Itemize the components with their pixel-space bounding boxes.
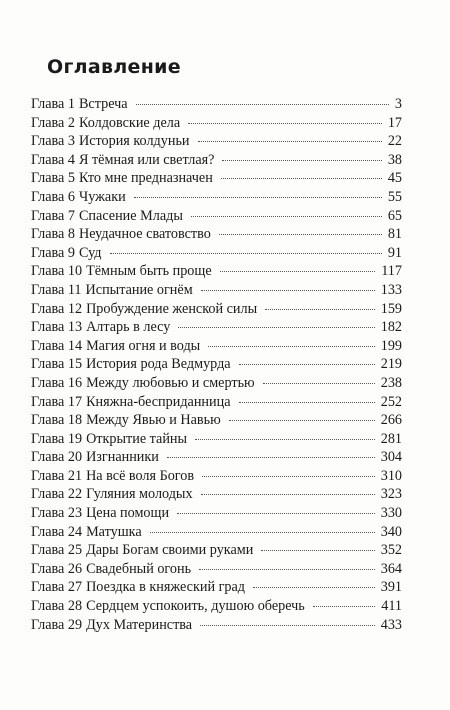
page-number: 182: [380, 319, 402, 336]
toc-entry: [31, 578, 402, 597]
dot-leader: [220, 271, 376, 272]
toc-entry: [31, 188, 402, 207]
chapter-title: Дары Богам своими руками: [86, 542, 254, 559]
dot-leader: [200, 625, 375, 626]
dot-leader: [201, 494, 375, 495]
page-number: 133: [380, 281, 402, 298]
dot-leader: [167, 457, 375, 458]
dot-leader: [239, 402, 375, 403]
page-number: 252: [380, 393, 402, 410]
page-number: 391: [380, 579, 402, 596]
dot-leader: [110, 253, 382, 254]
toc-entry-chapter: [31, 616, 192, 635]
toc-entry-chapter: [31, 578, 245, 597]
chapter-number: Глава 10: [31, 263, 83, 280]
chapter-title: Встреча: [78, 96, 128, 112]
chapter-title: Неудачное сватовство: [78, 226, 211, 243]
toc-entry: [31, 355, 402, 374]
chapter-title: Между Явью и Навью: [86, 412, 221, 429]
toc-entry: [31, 225, 402, 244]
page-number: 17: [387, 114, 402, 131]
toc-entry-chapter: [31, 114, 180, 133]
toc-entry-chapter: [31, 560, 191, 579]
chapter-number: Глава 16: [31, 374, 83, 391]
chapter-number: Глава 19: [31, 430, 83, 447]
toc-entry: [31, 504, 402, 523]
toc-entry-chapter: [31, 523, 142, 542]
toc-entry: [31, 374, 402, 393]
page-number: 55: [387, 188, 402, 205]
page-number: 310: [380, 467, 402, 484]
dot-leader: [221, 178, 382, 179]
dot-leader: [134, 197, 382, 198]
dot-leader: [188, 123, 382, 124]
chapter-number: Глава 28: [31, 598, 83, 615]
toc-entry-chapter: [31, 448, 159, 467]
chapter-title: На всё воля Богов: [86, 467, 195, 484]
page-number: 159: [380, 300, 402, 317]
chapter-title: Между любовью и смертью: [86, 374, 255, 391]
toc-heading: Оглавление: [47, 56, 181, 78]
toc-entry: [31, 337, 402, 356]
toc-entry-chapter: [31, 374, 255, 393]
chapter-title: Испытание огнём: [85, 281, 193, 298]
toc-entry-chapter: [31, 281, 193, 300]
toc-entry-chapter: [31, 207, 183, 226]
dot-leader: [219, 234, 382, 235]
chapter-number: Глава 21: [31, 467, 83, 484]
page-number: 117: [381, 263, 402, 280]
chapter-title: Спасение Млады: [78, 207, 183, 224]
dot-leader: [195, 439, 375, 440]
toc-entry-chapter: [31, 244, 102, 263]
toc-entry-chapter: [31, 504, 169, 523]
toc-entry-chapter: [31, 393, 231, 412]
chapter-number: Глава 15: [31, 356, 83, 373]
dot-leader: [191, 216, 382, 217]
toc-entry-chapter: [31, 467, 194, 486]
chapter-title: Колдовские дела: [78, 114, 181, 131]
chapter-number: Глава 26: [31, 560, 83, 577]
chapter-title: Цена помощи: [86, 505, 170, 522]
toc-entry: [31, 169, 402, 188]
chapter-title: Поездка в княжеский град: [86, 579, 246, 596]
page-number: 352: [380, 542, 402, 559]
toc-entry: [31, 467, 402, 486]
page-number: 3: [394, 96, 402, 112]
toc-entry: [31, 597, 402, 616]
dot-leader: [136, 104, 389, 105]
page-number: 304: [380, 449, 402, 466]
chapter-number: Глава 2: [31, 114, 75, 131]
dot-leader: [199, 569, 375, 570]
chapter-title: Пробуждение женской силы: [86, 300, 258, 317]
chapter-title: Княжна-бесприданница: [86, 393, 231, 410]
page-number: 22: [387, 133, 402, 150]
page-number: 45: [387, 170, 402, 187]
dot-leader: [178, 327, 374, 328]
toc-entry-chapter: [31, 188, 126, 207]
toc-entry-chapter: [31, 485, 193, 504]
toc-entry-chapter: [31, 318, 170, 337]
chapter-number: Глава 4: [31, 151, 75, 168]
chapter-title: Магия огня и воды: [86, 337, 201, 354]
toc-entry: [31, 151, 402, 170]
chapter-number: Глава 20: [31, 449, 83, 466]
chapter-number: Глава 5: [31, 170, 75, 187]
toc-entry: [31, 448, 402, 467]
toc-entry-chapter: [31, 225, 211, 244]
chapter-number: Глава 14: [31, 337, 83, 354]
chapter-number: Глава 1: [31, 96, 75, 112]
chapter-title: Свадебный огонь: [86, 560, 192, 577]
chapter-number: Глава 29: [31, 616, 83, 633]
dot-leader: [201, 290, 375, 291]
toc-entry-chapter: [31, 151, 214, 170]
toc-entry: [31, 262, 402, 281]
chapter-title: Изгнанники: [86, 449, 159, 466]
toc-entry: [31, 132, 402, 151]
chapter-number: Глава 27: [31, 579, 83, 596]
toc-entry: [31, 541, 402, 560]
page-number: 411: [381, 598, 402, 615]
page-number: 281: [380, 430, 402, 447]
chapter-number: Глава 17: [31, 393, 83, 410]
page-number: 81: [387, 226, 402, 243]
dot-leader: [239, 364, 375, 365]
toc-entry-chapter: [31, 541, 253, 560]
chapter-number: Глава 7: [31, 207, 75, 224]
toc-entry: [31, 411, 402, 430]
toc-list: [31, 95, 402, 634]
page-number: 433: [380, 616, 402, 633]
chapter-number: Глава 3: [31, 133, 75, 150]
toc-entry-chapter: [31, 337, 200, 356]
toc-entry-chapter: [31, 95, 128, 114]
chapter-number: Глава 11: [31, 281, 82, 298]
toc-entry: [31, 300, 402, 319]
page-number: 199: [380, 337, 402, 354]
toc-entry-chapter: [31, 430, 187, 449]
dot-leader: [208, 346, 375, 347]
chapter-title: Суд: [78, 244, 102, 261]
dot-leader: [261, 550, 374, 551]
chapter-number: Глава 13: [31, 319, 83, 336]
toc-entry-chapter: [31, 411, 221, 430]
page-number: 91: [387, 244, 402, 261]
chapter-title: Открытие тайны: [86, 430, 188, 447]
toc-entry: [31, 95, 402, 114]
toc-entry-chapter: [31, 262, 212, 281]
toc-entry: [31, 560, 402, 579]
dot-leader: [222, 160, 381, 161]
dot-leader: [253, 587, 375, 588]
page-number: 340: [380, 523, 402, 540]
chapter-title: Я тёмная или светлая?: [78, 151, 215, 168]
page-number: 219: [380, 356, 402, 373]
toc-entry: [31, 523, 402, 542]
toc-entry: [31, 616, 402, 635]
page-number: 330: [380, 505, 402, 522]
toc-entry: [31, 393, 402, 412]
page-number: 65: [387, 207, 402, 224]
toc-entry: [31, 244, 402, 263]
page-number: 238: [380, 374, 402, 391]
chapter-title: Кто мне предназначен: [78, 170, 213, 187]
dot-leader: [265, 309, 375, 310]
chapter-number: Глава 23: [31, 505, 83, 522]
dot-leader: [229, 420, 375, 421]
toc-entry-chapter: [31, 169, 213, 188]
toc-entry: [31, 485, 402, 504]
toc-entry-chapter: [31, 132, 190, 151]
chapter-number: Глава 6: [31, 188, 75, 205]
toc-entry-chapter: [31, 597, 305, 616]
chapter-number: Глава 22: [31, 486, 83, 503]
chapter-title: Матушка: [86, 523, 142, 540]
chapter-title: Алтарь в лесу: [86, 319, 171, 336]
page-number: 323: [380, 486, 402, 503]
chapter-number: Глава 9: [31, 244, 75, 261]
chapter-number: Глава 24: [31, 523, 83, 540]
chapter-number: Глава 8: [31, 226, 75, 243]
chapter-number: Глава 18: [31, 412, 83, 429]
toc-entry: [31, 281, 402, 300]
chapter-title: Дух Материнства: [86, 616, 193, 633]
toc-entry: [31, 207, 402, 226]
toc-entry-chapter: [31, 300, 257, 319]
chapter-title: Сердцем успокоить, душою оберечь: [86, 598, 305, 615]
toc-entry-chapter: [31, 355, 231, 374]
chapter-number: Глава 12: [31, 300, 83, 317]
dot-leader: [198, 141, 382, 142]
dot-leader: [202, 476, 375, 477]
chapter-number: Глава 25: [31, 542, 83, 559]
dot-leader: [177, 513, 375, 514]
chapter-title: Чужаки: [78, 188, 126, 205]
dot-leader: [150, 532, 375, 533]
chapter-title: Гуляния молодых: [86, 486, 193, 503]
page-number: 266: [380, 412, 402, 429]
chapter-title: Тёмным быть проще: [86, 263, 212, 280]
dot-leader: [313, 606, 375, 607]
chapter-title: История рода Ведмурда: [86, 356, 231, 373]
page-number: 38: [387, 151, 402, 168]
toc-entry: [31, 114, 402, 133]
toc-entry: [31, 430, 402, 449]
toc-entry: [31, 318, 402, 337]
chapter-title: История колдуньи: [78, 133, 190, 150]
page-number: 364: [380, 560, 402, 577]
dot-leader: [263, 383, 375, 384]
